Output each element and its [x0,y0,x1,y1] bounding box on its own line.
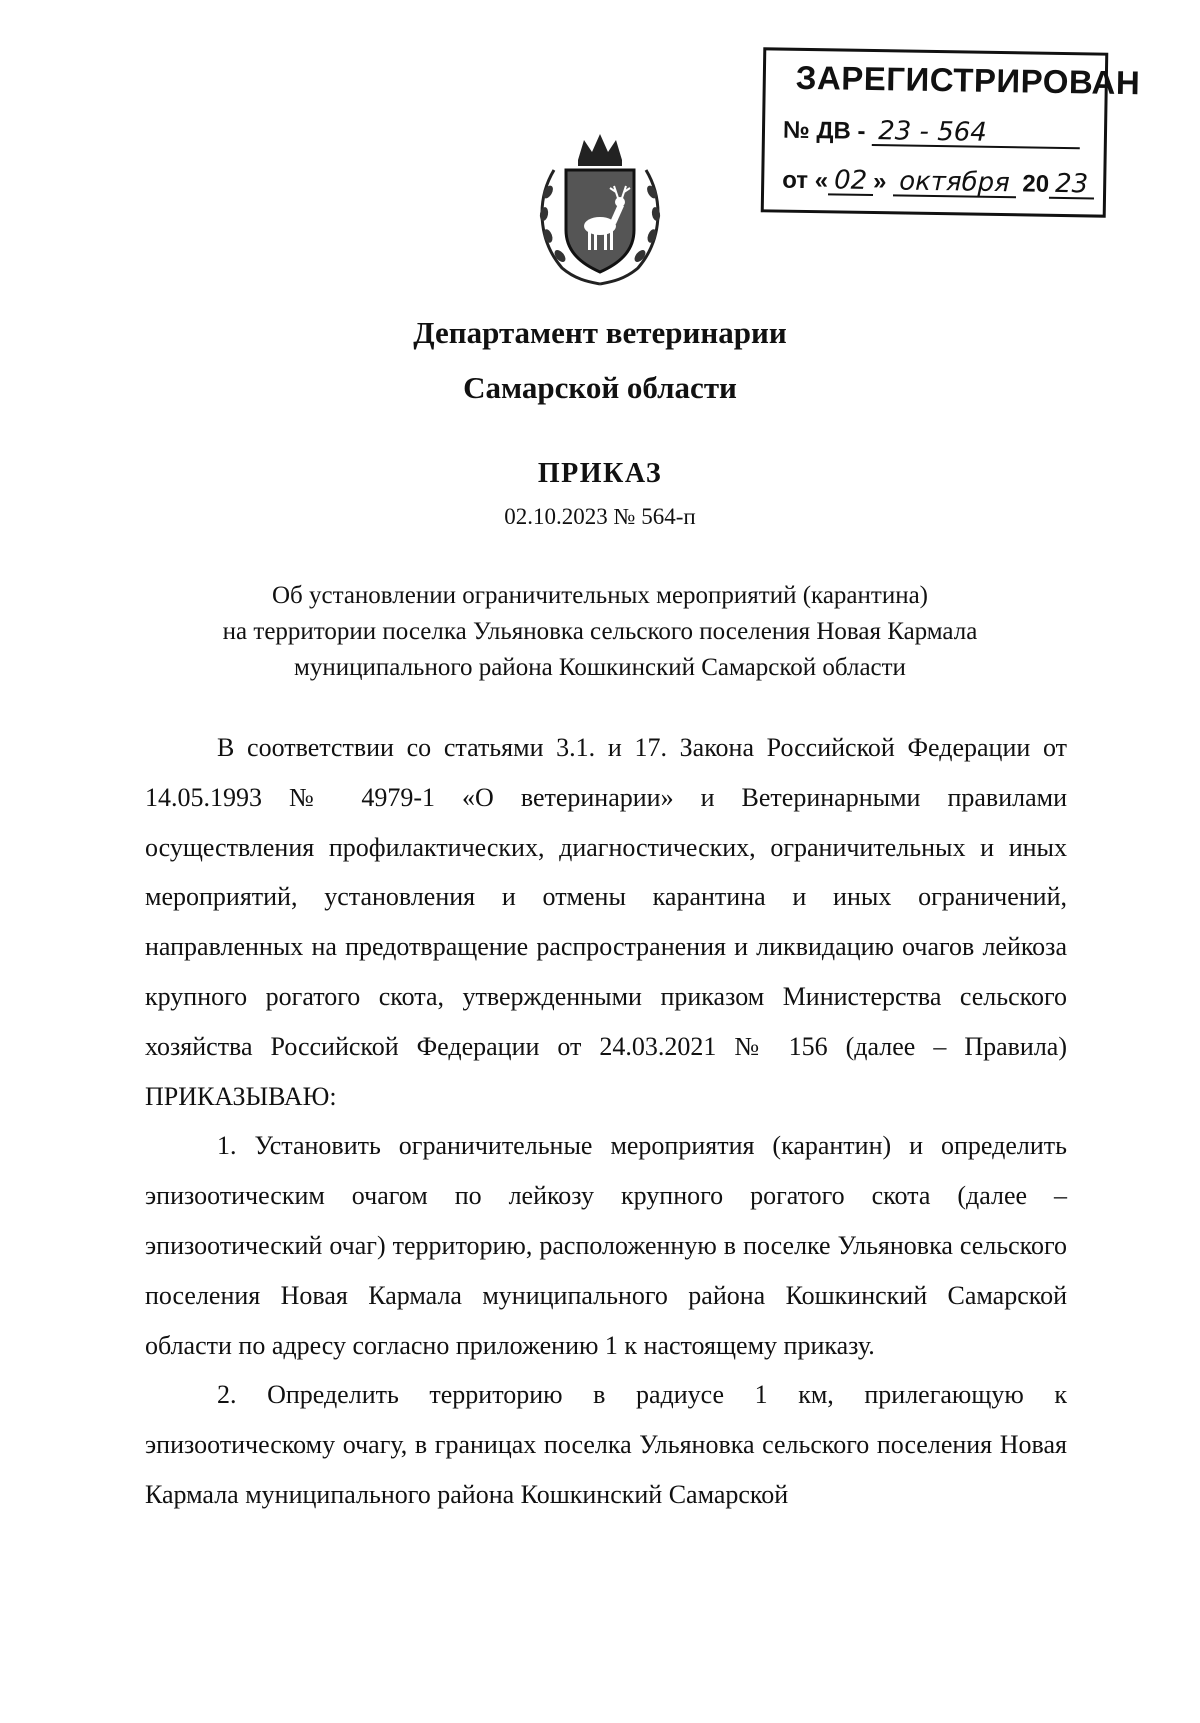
stamp-date-day: 02 [828,167,874,196]
stamp-number-line [783,117,1081,150]
subject-line2: на территории поселка Ульяновка сельского поселения Новая Кармала [222,618,978,645]
stamp-title: ЗАРЕГИСТРИРОВАН [795,58,1141,102]
stamp-number-value: 23 - 564 [872,118,1080,149]
clause-2-paragraph: 2. Определить территорию в радиусе 1 км, прилегающую к эпизоотическому очагу, в границах поселка Ульяновка сельского поселения Новая Кармала муниципального района Кошкинский Самарской [145,1380,1067,1509]
subject-line1: Об установлении ограничительных мероприятий (карантина) [271,582,929,609]
stamp-date-month: октября [893,168,1016,198]
stamp-year-prefix: 20 [1022,170,1050,198]
clause-1-paragraph: 1. Установить ограничительные мероприятия (карантин) и определить эпизоотическим очагом по лейкозу крупного рогатого скота (далее – эпизоотический очаг) территорию, расположенную в поселке Ульяновка сельского поселения Новая Кармала муниципального района Кошкинский Самарской области по адресу согласно приложению 1 к настоящему приказу. [145,1131,1067,1360]
stamp-number-label: № ДВ - [782,116,866,145]
document-body [145,723,1067,1520]
department-name-line1: Департамент ветеринарии [413,315,787,350]
document-type: ПРИКАЗ [537,458,663,489]
registration-stamp [761,47,1141,217]
stamp-year-suffix: 23 [1049,171,1095,200]
preamble-paragraph: В соответствии со статьями 3.1. и 17. Закона Российской Федерации от 14.05.1993 № 4979-1 «О ветеринарии» и Ветеринарными правилами осуществления профилактических, диагностических, ограничительных и иных мероприятий, установления и отмены карантина и иных ограничений, направленных на предотвращение распространения и ликвидацию очагов лейкоза крупного рогатого скота, утвержденными приказом Министерства сельского хозяйства Российской Федерации от 24.03.2021 № 156 (далее – Правила) ПРИКАЗЫВАЮ: [145,733,1067,1111]
department-name-line2: Самарской области [463,370,737,405]
document-date-number: 02.10.2023 № 564-п [504,504,696,529]
stamp-date-mid: » [872,168,887,196]
stamp-date-line [782,167,1094,200]
subject-line3: муниципального района Кошкинский Самарской области [294,654,906,681]
document-subject [0,578,1200,686]
stamp-date-prefix: от « [782,166,829,195]
samara-coat-of-arms-icon [532,130,668,290]
